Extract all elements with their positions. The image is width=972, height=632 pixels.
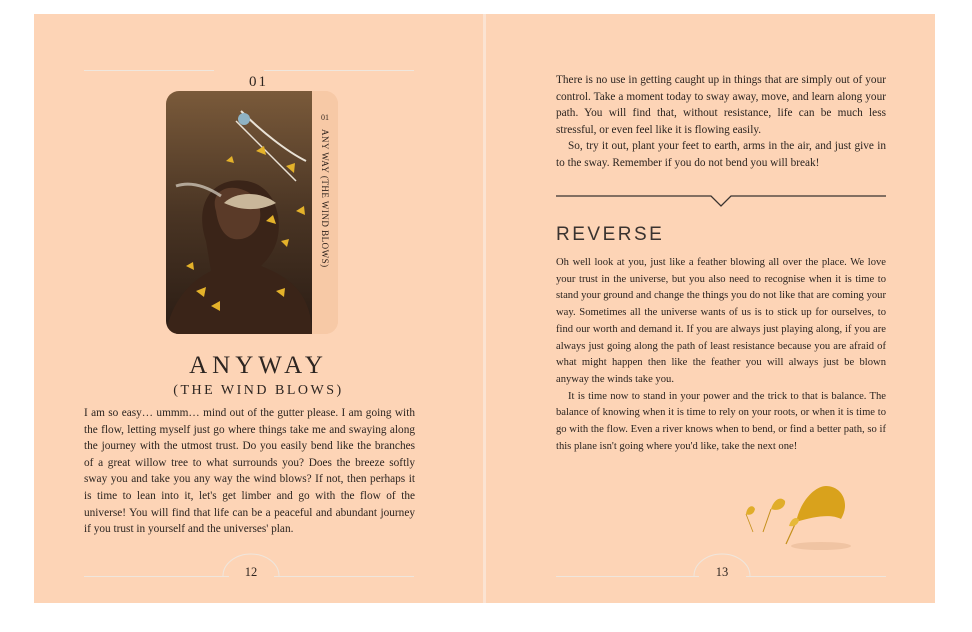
reverse-paragraph-2: It is time now to stand in your power and the trick to that is balance. The balance of knowing when it is time to rely on your roots, or when it is time to go with the flow. Even a river knows when to bend, or find a better path, so if this plane isn't going where you'd like, take the next one! [556, 390, 886, 452]
left-page [34, 14, 483, 603]
footer-rule-right [274, 576, 414, 577]
oracle-card-image [166, 91, 338, 334]
footer-rule-left [84, 576, 229, 577]
reverse-text [556, 255, 886, 455]
card-artwork [166, 91, 312, 334]
card-strip-number: 01 [321, 113, 329, 122]
top-rule-right [264, 70, 414, 71]
ginkgo-leaves-illustration [741, 474, 861, 554]
upright-paragraph-1: There is no use in getting caught up in things that are simply out of your control. Take a moment today to sway away, move, and learn along your path. You will find that, without resistance, life can be much less stressful, or even feel like it is flowing easily. [556, 74, 886, 136]
card-number: 01 [249, 74, 268, 90]
card-subtitle: (THE WIND BLOWS) [173, 383, 344, 398]
card-strip-title: ANY WAY (THE WIND BLOWS) [320, 129, 330, 268]
top-rule-left [84, 70, 214, 71]
card-description: I am so easy… ummm… mind out of the gutter please. I am going with the flow, letting myself just go where things take me and swaying along the journey with the utmost trust. Do you easily bend like the branches of a great willow tree to what surrounds you? Does the breeze softly sway you and take you any way the wind blows? If not, then perhaps it is time to lean into it, let's get limber and go with the flow of the universe! You will find that life can be a peaceful and abundant journey if you trust in yourself and the universes' plan. [84, 407, 415, 536]
right-page [486, 14, 935, 603]
upright-text [556, 72, 886, 172]
footer-rule-left-r [556, 576, 699, 577]
card-title: ANYWAY [189, 352, 328, 379]
section-divider [556, 194, 886, 212]
card-side-strip [312, 91, 338, 334]
page-number-left: 12 [244, 565, 258, 579]
page-number-right: 13 [715, 565, 729, 579]
upright-paragraph-2: So, try it out, plant your feet to earth, arms in the air, and just give in to the sway. Remember if you do not bend you will break! [556, 140, 886, 169]
reverse-paragraph-1: Oh well look at you, just like a feather blowing all over the place. We love your trust in the universe, but you also need to recognise when it is time to stand your ground and change the things you do not like that are coming your way. Sometimes all the universe wants of us is to stick up for ourselves, to find our worth and demand it. If you are always just playing along, if you are always just going along the path of least resistance because you are afraid of what might happen then like the feather you will always just be blown anyway the winds take you. [556, 257, 886, 385]
reverse-heading: REVERSE [556, 224, 665, 245]
footer-rule-right-r [746, 576, 886, 577]
